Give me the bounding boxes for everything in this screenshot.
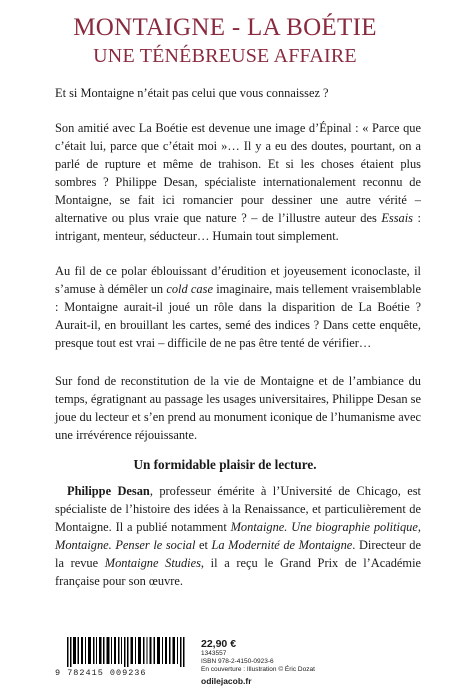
bio-text-3: et xyxy=(195,538,212,552)
blurb-p2-text-b: imaginaire, mais tellement vraisemblable : Montaigne aurait-il joué un rôle dans la disparition de La Boétie ? Aurait-il, en brouillant les cartes, semé des indices ? Dans cette enquête, presque tout est vrai – difficile de ne pas être tenté de vérifier… xyxy=(55,282,421,350)
blurb-p1-essais: Essais xyxy=(381,211,413,225)
bio-book-3: La Modernité de Montaigne xyxy=(211,538,353,552)
blurb-paragraph-2 xyxy=(55,262,421,352)
bio-text-1: , professeur émérite à l’Université de Chicago, est spécialiste de l’histoire des idées à la Renaissance, et particulièrement de Montaigne. Il a publié notamment xyxy=(55,484,421,534)
bio-journal: Montaigne Studies xyxy=(104,556,201,570)
blurb-paragraph-3: Sur fond de reconstitution de la vie de Montaigne et de l’ambiance du temps, égratignant au passage les usages universitaires, Philippe Desan se joue du lecteur et s’en prend au monument iconique de l’humanisme avec une irrévérence réjouissante. xyxy=(55,374,421,442)
bio-text-5: , il a reçu le Grand Prix de l’Académie française pour son œuvre. xyxy=(55,556,422,588)
bio-text-2: , xyxy=(417,520,421,534)
bio-book-1: Montaigne. Une biographie politique xyxy=(230,520,418,534)
barcode xyxy=(55,637,195,678)
blurb-p2-cold-case: cold case xyxy=(166,282,213,296)
blurb-p1-text-a: Son amitié avec La Boétie est devenue une image d’Épinal : « Parce que c’était lui, parce que c’était moi »… Il y a eu des doutes, pourtant, on a parlé de rupture et même de trahison. Et si les choses étaient plus sombres ? Philippe Desan, spécialiste internationalement reconnu de Montaigne, se fait ici romancier pour dessiner une autre vérité – alternative ou plus vraie que nature ? – de l’illustre auteur des xyxy=(55,121,421,225)
author-name: Philippe Desan xyxy=(67,484,150,498)
author-bio xyxy=(55,482,421,590)
publisher-website: odilejacob.fr xyxy=(201,676,252,686)
product-code: 1343557 xyxy=(201,650,227,657)
barcode-bars-icon xyxy=(67,637,193,667)
blurb-paragraph-1 xyxy=(55,119,421,245)
bio-book-2: Montaigne. Penser le social xyxy=(55,538,196,552)
bio-text-4: . Directeur de la revue xyxy=(55,538,421,570)
blurb-p1-text-b: : intrigant, menteur, séducteur… Humain tout simplement. xyxy=(55,211,421,243)
price: 22,90 € xyxy=(201,638,237,650)
isbn: ISBN 978-2-4150-0923-6 xyxy=(201,658,274,665)
blurb-p2-text-a: Au fil de ce polar éblouissant d’érudition et joyeusement iconoclaste, il s’amuse à démêler un xyxy=(55,264,421,296)
book-subtitle: UNE TÉNÉBREUSE AFFAIRE xyxy=(93,45,357,67)
cover-credit: En couverture : Illustration © Éric Dozat xyxy=(201,666,315,673)
barcode-digits: 9 782415 009236 xyxy=(55,668,147,678)
book-title: MONTAIGNE - LA BOÉTIE xyxy=(73,14,377,41)
blurb-question: Et si Montaigne n’était pas celui que vous connaissez ? xyxy=(55,86,329,100)
tagline: Un formidable plaisir de lecture. xyxy=(133,457,317,472)
